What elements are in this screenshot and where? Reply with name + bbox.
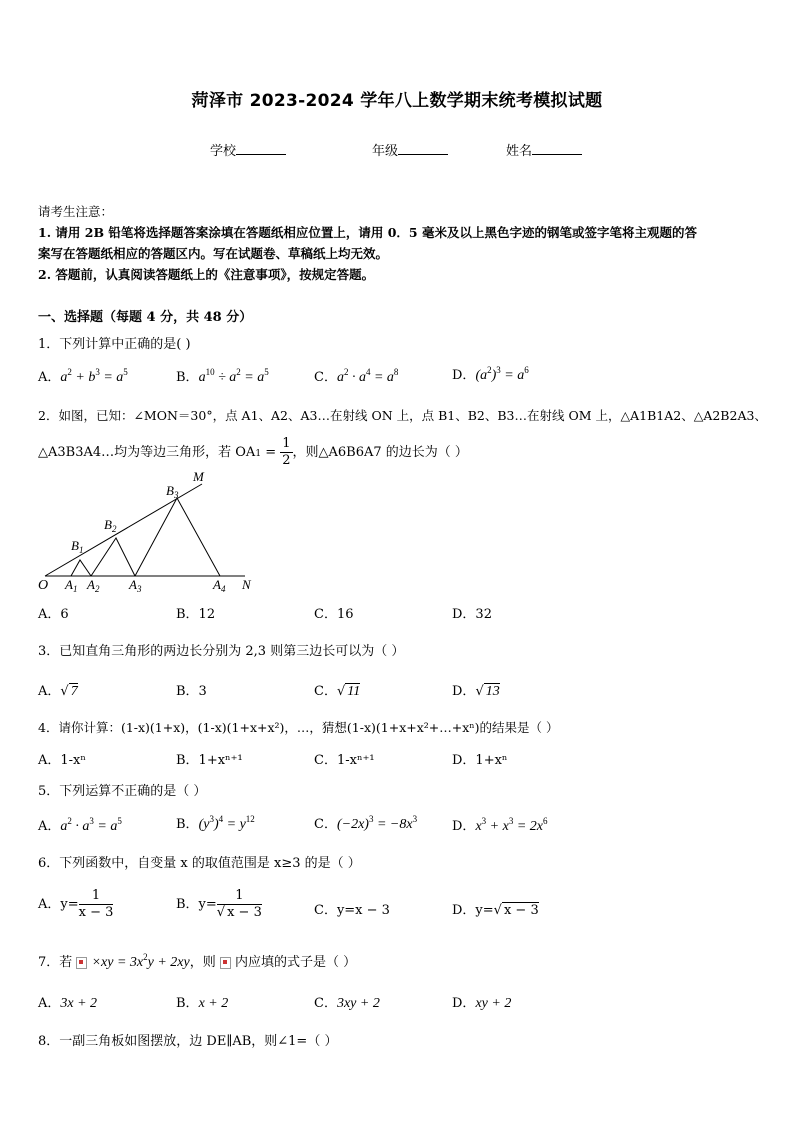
q1-option-c: C．$a^2 \cdot a^4 = a^8$ xyxy=(314,367,399,385)
blank-image-icon xyxy=(220,957,231,969)
q2-stem-line1: 2．如图，已知：∠MON＝30°，点 A1、A2、A3…在射线 ON 上，点 B1、B2、B3…在射线 OM 上，△A1B1A2、△A2B2A3、 xyxy=(38,408,767,423)
triangle-1 xyxy=(71,560,91,576)
label-a1: $A_1$ xyxy=(65,577,78,594)
notice-heading: 请考生注意： xyxy=(38,204,114,219)
q8-stem: 8．一副三角板如图摆放，边 DE∥AB，则∠1=（ ） xyxy=(38,1034,338,1049)
q5-option-a: A．$a^2 \cdot a^3 = a^5$ xyxy=(38,816,122,834)
notice-line2: 2. 答题前，认真阅读答题纸上的《注意事项》，按规定答题。 xyxy=(38,267,375,282)
label-a3: $A_3$ xyxy=(129,577,142,594)
q3-stem: 3．已知直角三角形的两边长分别为 2,3 则第三边长可以为（ ） xyxy=(38,644,405,659)
label-o: O xyxy=(38,578,49,593)
q2-figure xyxy=(30,468,270,596)
q7-option-c: C．3xy + 2 xyxy=(314,996,380,1011)
label-b1: $B_1$ xyxy=(71,538,84,555)
label-m: M xyxy=(193,469,204,484)
q4-option-c: C．1-xⁿ⁺¹ xyxy=(314,753,375,768)
blank-image-icon xyxy=(76,957,87,969)
section-heading: 一、选择题（每题 4 分，共 48 分） xyxy=(38,310,253,325)
triangle-2 xyxy=(91,538,135,576)
q4-option-a: A．1-xⁿ xyxy=(38,753,87,768)
q5-option-d: D．$x^3 + x^3 = 2x^6$ xyxy=(452,816,548,834)
grade-field: 年级 xyxy=(372,140,448,159)
q4-stem: 4．请你计算：(1-x)(1+x)，(1-x)(1+x+x²)，…，猜想(1-x)(1+x+x²+…+xⁿ)的结果是（ ） xyxy=(38,720,559,735)
q1-option-d: D．$(a^2)^3 = a^6$ xyxy=(452,365,529,383)
name-field: 姓名 xyxy=(506,140,582,159)
q3-option-c: C．√ 11 xyxy=(314,684,361,699)
q3-option-a: A．√ 7 xyxy=(38,684,78,699)
page-title: 菏泽市 2023-2024 学年八上数学期末统考模拟试题 xyxy=(191,91,603,111)
label-a2: $A_2$ xyxy=(87,577,100,594)
q4-option-d: D．1+xⁿ xyxy=(452,753,508,768)
label-n: N xyxy=(242,577,251,592)
label-b3: $B_3$ xyxy=(166,483,179,500)
q7-stem: 7．若 $\times xy = 3x^2y + 2xy$，则 内应填的式子是（ ） xyxy=(38,952,357,970)
q5-option-c: C．$(-2x)^3 = -8x^3$ xyxy=(314,814,418,832)
q5-option-b: B．$(y^3)^4 = y^{12}$ xyxy=(176,814,255,832)
q2-stem-line2: △A3B3A4…均为等边三角形，若 OA1 = $\frac{1}{2}$ ，则△A6B6A7 的边长为（ ） xyxy=(38,436,468,468)
q6-stem: 6．下列函数中，自变量 x 的取值范围是 x≥3 的是（ ） xyxy=(38,856,361,871)
notice-line1a: 1. 请用 2B 铅笔将选择题答案涂填在答题纸相应位置上，请用 0．5 毫米及以上黑色字迹的钢笔或签字笔将主观题的答 xyxy=(38,225,697,240)
q6-option-c: C．y=x − 3 xyxy=(314,903,390,918)
q1-stem: 1．下列计算中正确的是( ) xyxy=(38,337,191,352)
label-b2: $B_2$ xyxy=(104,517,117,534)
q2-option-d: D．32 xyxy=(452,607,492,622)
q3-option-d: D．√ 13 xyxy=(452,684,500,699)
q7-option-a: A．3x + 2 xyxy=(38,996,98,1011)
q3-option-b: B．3 xyxy=(176,684,207,699)
notice-line1b: 案写在答题纸相应的答题区内。写在试题卷、草稿纸上均无效。 xyxy=(38,246,389,261)
q6-option-d: D．y=√ x − 3 xyxy=(452,903,539,918)
q6-option-a: A．y= $\frac{1}{x - 3}$ xyxy=(38,888,114,920)
label-a4: $A_4$ xyxy=(213,577,226,594)
q7-option-d: D．xy + 2 xyxy=(452,996,512,1011)
q2-option-c: C．16 xyxy=(314,607,354,622)
school-field: 学校 xyxy=(210,140,286,159)
triangle-3 xyxy=(135,498,220,576)
q6-option-b: B．y= $\frac{1}{√ x - 3}$ xyxy=(176,888,262,920)
q1-option-b: B．$a^{10} \div a^2 = a^5$ xyxy=(176,367,269,385)
q7-option-b: B．x + 2 xyxy=(176,996,229,1011)
q4-option-b: B．1+xⁿ⁺¹ xyxy=(176,753,243,768)
q1-option-a: A．$a^2 + b^3 = a^5$ xyxy=(38,367,128,385)
q2-option-b: B．12 xyxy=(176,607,216,622)
q5-stem: 5．下列运算不正确的是（ ） xyxy=(38,784,207,799)
q2-option-a: A．6 xyxy=(38,607,69,622)
